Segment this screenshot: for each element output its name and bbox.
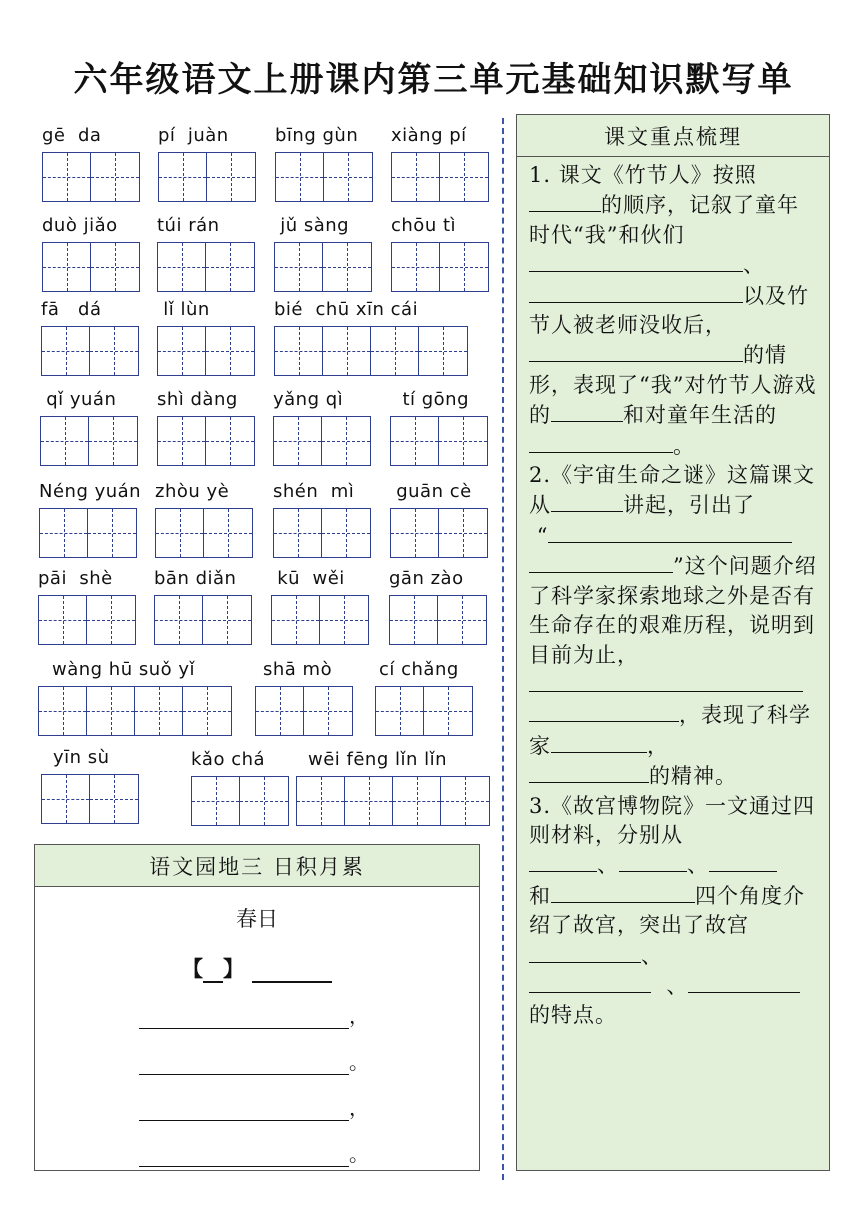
poem-line-blank[interactable] [139,1053,349,1075]
word-item [42,125,140,202]
word-item [38,568,136,645]
pinyin-label: bān diǎn [154,568,237,589]
word-item [157,389,255,466]
poem-line [139,1141,479,1167]
pinyin-label: fā dá [41,299,102,320]
pinyin-label: bīng gùn [275,125,359,146]
writing-grid[interactable] [273,508,371,558]
word-item [274,299,468,376]
answer-blank[interactable] [551,731,647,753]
q2-text: 的精神。 [649,764,737,789]
word-item [40,389,138,466]
word-item [389,568,487,645]
writing-grid[interactable] [274,242,372,292]
answer-blank[interactable] [709,850,777,872]
bracket-left: 【 [182,956,203,981]
word-item [273,481,371,558]
writing-grid[interactable] [296,776,490,826]
writing-grid[interactable] [255,686,353,736]
answer-blank[interactable] [529,971,651,993]
word-item [375,659,473,736]
poem-line-punct: 。 [349,1142,369,1166]
pinyin-label: qǐ yuán [40,389,117,410]
poem-line-punct: ， [349,1096,369,1120]
poem-line-blank[interactable] [139,1145,349,1167]
q3-text: 和 [529,883,551,908]
word-item [41,299,139,376]
question-2 [529,461,819,791]
q2-text: ， [647,733,669,758]
word-item [275,125,373,202]
answer-blank[interactable] [688,971,800,993]
q3-text: 四个角度介绍了故宫，突出了故宫 [529,883,805,938]
writing-grid[interactable] [40,416,138,466]
pinyin-label: jǔ sàng [274,215,350,236]
poem-line-punct: 。 [349,1050,369,1074]
word-item [38,659,232,736]
q1-text: 的情形，表现了“我”对竹节人游戏的 [529,343,817,428]
poem-line-blank[interactable] [139,1007,349,1029]
pinyin-label: shā mò [263,659,333,680]
poem-line-punct: ， [349,1004,369,1028]
answer-blank[interactable] [529,340,743,362]
poem-line-blank[interactable] [139,1099,349,1121]
answer-blank[interactable] [529,670,803,692]
pinyin-label: duò jiǎo [42,215,118,236]
writing-grid[interactable] [390,416,488,466]
writing-grid[interactable] [391,152,489,202]
pinyin-label: túi rán [157,215,220,236]
bracket-right: 】 [223,956,244,981]
poem-line [139,1049,479,1075]
writing-grid[interactable] [389,595,487,645]
answer-blank[interactable] [529,190,601,212]
poem-section-header: 语文园地三 日积月累 [35,845,479,887]
poem-line [139,1003,479,1029]
q1-text: 以及竹节人被老师没收后， [529,283,809,338]
word-item [274,215,372,292]
q1-text: 、 [743,253,765,278]
writing-grid[interactable] [154,595,252,645]
writing-grid[interactable] [42,242,140,292]
q3-text: 的特点。 [529,1003,617,1028]
word-item [154,568,252,645]
q2-text: ”这个问题介绍了科学家探索地球之外是否有生命存在的艰难历程，说明到目前为止， [529,554,817,667]
pinyin-label: Néng yuán [39,481,142,502]
writing-grid[interactable] [41,774,139,824]
pinyin-label: shì dàng [157,389,238,410]
answer-blank[interactable] [551,881,695,903]
pinyin-label: guān cè [390,481,472,502]
answer-blank[interactable] [529,551,673,573]
pinyin-label: yǎng qì [273,389,344,410]
writing-grid[interactable] [375,686,473,736]
writing-grid[interactable] [38,686,232,736]
pinyin-label: pāi shè [38,568,113,589]
q2-text: ，表现了科学家 [529,703,811,758]
answer-blank[interactable] [529,761,649,783]
pinyin-label: gē da [42,125,102,146]
poem-title: 春日 [236,907,278,931]
q2-text: 2.《宇宙生命之谜》这篇课文从 [529,463,816,518]
word-item [255,659,353,736]
word-item [390,389,488,466]
word-item [158,125,256,202]
q1-text: 的顺序，记叙了童年时代“我”和伙们 [529,193,799,247]
answer-blank[interactable] [548,521,792,543]
writing-grid[interactable] [391,242,489,292]
pinyin-label: kǎo chá [191,749,266,770]
word-item [271,568,369,645]
page-title: 六年级语文上册课内第三单元基础知识默写单 [73,60,794,100]
pinyin-label: chōu tì [391,215,457,236]
writing-grid[interactable] [273,416,371,466]
pinyin-label: kū wěi [271,568,345,589]
question-3 [529,792,819,1031]
word-item [42,215,140,292]
q3-text: 、 [641,943,663,968]
answer-blank[interactable] [529,700,679,722]
writing-grid[interactable] [155,508,253,558]
review-panel [516,114,830,1171]
answer-blank[interactable] [619,850,687,872]
writing-grid[interactable] [157,326,255,376]
pinyin-label: cí chǎng [379,659,459,680]
writing-grid[interactable] [390,508,488,558]
pinyin-label: xiàng pí [391,125,467,146]
pinyin-label: yīn sù [53,747,110,768]
writing-grid[interactable] [41,326,139,376]
q1-text: 和对童年生活的 [623,403,777,428]
writing-grid[interactable] [158,152,256,202]
q3-text: 、 [666,973,689,998]
word-item [157,299,255,376]
writing-grid[interactable] [274,326,468,376]
column-divider [502,118,504,1180]
poem-author-row [35,953,479,983]
writing-grid[interactable] [271,595,369,645]
answer-blank[interactable] [529,431,673,453]
q2-text: “ [536,523,549,548]
writing-grid[interactable] [275,152,373,202]
pinyin-label: bié chū xīn cái [274,299,419,320]
answer-blank[interactable] [529,850,597,872]
q3-text: 3.《故宫博物院》一文通过四则材料，分别从 [529,793,816,847]
answer-blank[interactable] [551,490,623,512]
word-item [391,125,489,202]
pinyin-label: wàng hū suǒ yǐ [52,659,196,680]
dynasty-blank[interactable] [203,963,223,983]
word-item [41,747,139,824]
word-item [157,215,255,292]
writing-grid[interactable] [191,776,289,826]
word-item [155,481,253,558]
q1-text: 1. 课文《竹节人》按照 [529,163,757,187]
q3-text: 、 [597,853,619,878]
pinyin-label: tí gōng [390,389,469,410]
word-item [273,389,371,466]
answer-blank[interactable] [551,400,623,422]
answer-blank[interactable] [529,250,743,272]
pinyin-label: pí juàn [158,125,229,146]
q2-text: 讲起，引出了 [623,493,755,518]
poem-line [139,1095,479,1121]
review-body [517,157,829,1031]
question-1 [529,161,819,461]
word-item [390,481,488,558]
writing-grid[interactable] [42,152,140,202]
answer-blank[interactable] [529,281,743,303]
author-blank[interactable] [252,963,332,983]
review-header: 课文重点梳理 [517,115,829,157]
pinyin-label: wēi fēng lǐn lǐn [308,749,448,770]
pinyin-label: lǐ lùn [157,299,210,320]
q1-text: 。 [673,433,695,458]
pinyin-label: shén mì [273,481,355,502]
pinyin-label: zhòu yè [155,481,230,502]
answer-blank[interactable] [529,941,641,963]
q3-text: 、 [687,853,709,878]
word-item [296,749,490,826]
writing-grid[interactable] [39,508,137,558]
word-item [391,215,489,292]
writing-grid[interactable] [157,242,255,292]
word-item [191,749,289,826]
writing-grid[interactable] [157,416,255,466]
word-item [39,481,142,558]
pinyin-label: gān zào [389,568,464,589]
poem-section [34,844,480,1171]
writing-grid[interactable] [38,595,136,645]
